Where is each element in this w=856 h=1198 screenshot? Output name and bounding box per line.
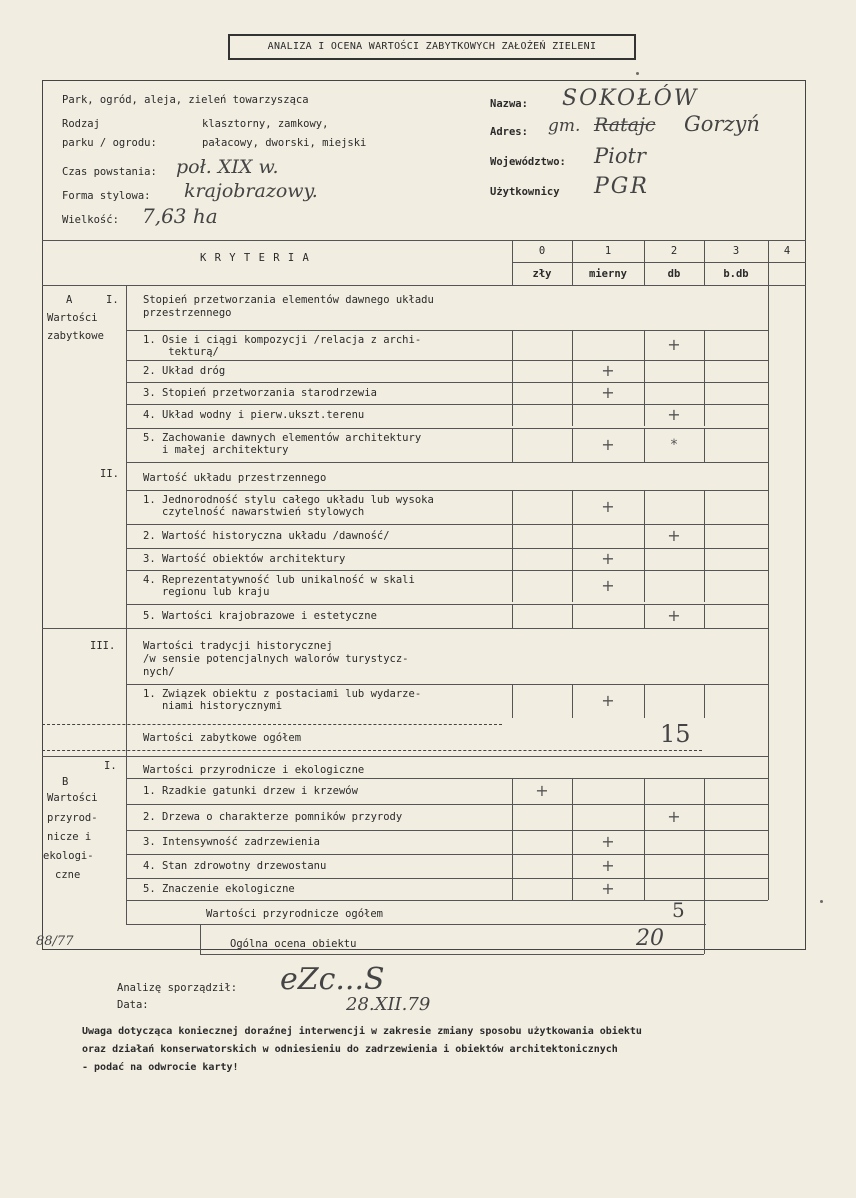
a-total-top-dashed bbox=[42, 724, 502, 725]
criterion-label: 5. Znaczenie ekologiczne bbox=[143, 883, 295, 895]
row-top-line bbox=[126, 548, 768, 549]
criterion-label-2: tekturą/ bbox=[143, 346, 219, 358]
rating-mark: + bbox=[601, 576, 615, 595]
data-label: Data: bbox=[117, 999, 149, 1011]
note-line-2: oraz działań konserwatorskich w odniesieniu do zadrzewienia i obiektów architektonicznych bbox=[82, 1044, 618, 1055]
wielkosc-label: Wielkość: bbox=[62, 214, 119, 226]
analize-label: Analizę sporządził: bbox=[117, 982, 238, 994]
signature: eZc...S bbox=[280, 962, 385, 997]
row-col-line bbox=[512, 404, 513, 426]
col-0-label: zły bbox=[532, 268, 552, 280]
row-col-line bbox=[512, 830, 513, 854]
row-col-line bbox=[644, 524, 645, 548]
section-a-roman-1: I. bbox=[106, 294, 119, 306]
row-col-line bbox=[512, 804, 513, 830]
rating-mark: + bbox=[601, 361, 615, 380]
rating-mark: + bbox=[667, 526, 681, 545]
adres-label: Adres: bbox=[490, 126, 528, 138]
rating-mark: + bbox=[601, 879, 615, 898]
row-col-line bbox=[704, 548, 705, 570]
vline-col4-header bbox=[768, 240, 769, 285]
overall-left-line bbox=[200, 924, 201, 954]
criterion-label-2: regionu lub kraju bbox=[143, 586, 270, 598]
row-col-line bbox=[572, 490, 573, 524]
b-title: Wartości przyrodnicze i ekologiczne bbox=[143, 764, 365, 776]
vline-col0-header bbox=[512, 240, 513, 285]
czas-label: Czas powstania: bbox=[62, 166, 157, 178]
adres-value: Gorzyń bbox=[684, 112, 760, 136]
rating-mark: + bbox=[601, 497, 615, 516]
woj-value: Piotr bbox=[594, 144, 646, 168]
a-ii-title: Wartość układu przestrzennego bbox=[143, 472, 327, 484]
forma-value: krajobrazowy. bbox=[184, 180, 318, 202]
a-iii-title-2: /w sensie potencjalnych walorów turystycz- bbox=[143, 653, 409, 665]
grid-right-line bbox=[768, 285, 769, 900]
a-ii-title-line bbox=[126, 462, 768, 463]
row-col-line bbox=[572, 604, 573, 628]
overall-label: Ogólna ocena obiektu bbox=[230, 938, 357, 950]
criterion-label: 4. Układ wodny i pierw.ukszt.terenu bbox=[143, 409, 365, 421]
nazwa-label: Nazwa: bbox=[490, 98, 528, 110]
row-col-line bbox=[704, 490, 705, 524]
side-note: 88/77 bbox=[36, 934, 74, 949]
parku-label: parku / ogrodu: bbox=[62, 137, 157, 149]
forma-label: Forma stylowa: bbox=[62, 190, 151, 202]
row-top-line bbox=[126, 684, 768, 685]
section-b-side-1: Wartości bbox=[47, 792, 98, 804]
rating-mark: + bbox=[601, 549, 615, 568]
row-col-line bbox=[572, 854, 573, 878]
col-3-label: b.db bbox=[723, 268, 749, 280]
rating-mark: + bbox=[667, 606, 681, 625]
row-col-line bbox=[512, 548, 513, 570]
section-a-side-2: zabytkowe bbox=[47, 330, 104, 342]
rating-mark: + bbox=[535, 781, 549, 800]
date-value: 28.XII.79 bbox=[346, 994, 431, 1015]
row-top-line bbox=[126, 878, 768, 879]
criterion-label: 3. Wartość obiektów architektury bbox=[143, 553, 346, 565]
row-col-line bbox=[704, 778, 705, 804]
row-col-line bbox=[704, 330, 705, 360]
criterion-label: 2. Wartość historyczna układu /dawność/ bbox=[143, 530, 390, 542]
row-col-line bbox=[704, 804, 705, 830]
row-col-line bbox=[512, 604, 513, 628]
note-line-3: - podać na odwrocie karty! bbox=[82, 1062, 239, 1073]
rating-mark: + bbox=[601, 856, 615, 875]
b-total-line bbox=[126, 924, 706, 925]
row-col-line bbox=[704, 604, 705, 628]
grid-header-mid bbox=[512, 262, 806, 263]
criterion-label: 3. Intensywność zadrzewienia bbox=[143, 836, 321, 848]
row-col-line bbox=[704, 360, 705, 382]
rating-mark: + bbox=[601, 435, 615, 454]
a-iii-title-1: Wartości tradycji historycznej bbox=[143, 640, 333, 652]
row-top-line bbox=[126, 778, 768, 779]
row-col-line bbox=[704, 878, 705, 900]
rating-mark: + bbox=[601, 832, 615, 851]
vline-col1-header bbox=[572, 240, 573, 285]
b-top-line bbox=[42, 756, 768, 757]
section-b-side-2: przyrod- bbox=[47, 812, 98, 824]
row-col-line bbox=[572, 330, 573, 360]
criterion-label: 1. Osie i ciągi kompozycji /relacja z archi- bbox=[143, 334, 422, 346]
section-b-side-4: ekologi- bbox=[43, 850, 94, 862]
rating-mark: + bbox=[667, 405, 681, 424]
row-col-line bbox=[512, 330, 513, 360]
kind-line-1: klasztorny, zamkowy, bbox=[202, 118, 329, 130]
col-3-number: 3 bbox=[732, 245, 740, 257]
row-col-line bbox=[512, 382, 513, 404]
row-top-line bbox=[126, 570, 768, 571]
a-iii-title-line bbox=[126, 628, 768, 629]
type-line: Park, ogród, aleja, zieleń towarzysząca bbox=[62, 94, 309, 106]
row-col-line bbox=[644, 878, 645, 900]
row-col-line bbox=[704, 570, 705, 602]
row-col-line bbox=[644, 382, 645, 404]
row-col-line bbox=[572, 382, 573, 404]
col-4-number: 4 bbox=[783, 245, 791, 257]
rating-mark: + bbox=[667, 335, 681, 354]
row-top-line bbox=[126, 804, 768, 805]
kryteria-heading: K R Y T E R I A bbox=[200, 252, 310, 264]
row-col-line bbox=[512, 428, 513, 462]
b-total-value: 5 bbox=[672, 898, 685, 922]
col-0-number: 0 bbox=[538, 245, 546, 257]
row-col-line bbox=[512, 778, 513, 804]
col-2-label: db bbox=[667, 268, 681, 280]
row-top-line bbox=[126, 604, 768, 605]
row-col-line bbox=[644, 490, 645, 524]
section-a-roman-2: II. bbox=[100, 468, 119, 480]
row-col-line bbox=[644, 404, 645, 426]
criterion-label: 1. Związek obiektu z postaciami lub wydarze- bbox=[143, 688, 422, 700]
row-col-line bbox=[572, 684, 573, 718]
col-1-number: 1 bbox=[604, 245, 612, 257]
a-total-value: 15 bbox=[660, 720, 691, 748]
row-top-line bbox=[126, 360, 768, 361]
section-b-side-3: nicze i bbox=[47, 831, 92, 843]
b-total-label: Wartości przyrodnicze ogółem bbox=[206, 908, 384, 920]
row-col-line bbox=[572, 778, 573, 804]
criterion-label: 2. Układ dróg bbox=[143, 365, 226, 377]
row-col-line bbox=[704, 524, 705, 548]
a-total-bottom-dashed bbox=[42, 750, 702, 751]
vline-col3-header bbox=[704, 240, 705, 285]
row-col-line bbox=[572, 428, 573, 462]
czas-value: poł. XIX w. bbox=[176, 156, 279, 178]
section-a-letter: A bbox=[66, 294, 73, 306]
section-b-letter: B bbox=[62, 776, 69, 788]
adres-struck: Ratajc bbox=[594, 114, 656, 136]
row-col-line bbox=[644, 684, 645, 718]
uzyt-label: Użytkownicy bbox=[490, 186, 560, 198]
row-col-line bbox=[704, 830, 705, 854]
row-col-line bbox=[512, 360, 513, 382]
criterion-label: 5. Wartości krajobrazowe i estetyczne bbox=[143, 610, 377, 622]
scan-speck bbox=[636, 72, 639, 75]
row-col-line bbox=[512, 490, 513, 524]
row-top-line bbox=[126, 490, 768, 491]
row-col-line bbox=[644, 604, 645, 628]
criterion-label: 1. Jednorodność stylu całego układu lub wysoka bbox=[143, 494, 434, 506]
rodzaj-label: Rodzaj bbox=[62, 118, 100, 130]
uzyt-value: PGR bbox=[594, 174, 649, 199]
row-col-line bbox=[572, 360, 573, 382]
row-top-line bbox=[126, 428, 768, 429]
rating-mark: + bbox=[601, 383, 615, 402]
rating-mark-extra: * bbox=[670, 437, 678, 453]
row-top-line bbox=[126, 524, 768, 525]
grid-top-line bbox=[42, 240, 806, 241]
section-b-side-5: czne bbox=[55, 869, 81, 881]
row-col-line bbox=[644, 854, 645, 878]
row-col-line bbox=[644, 804, 645, 830]
section-a-roman-3: III. bbox=[90, 640, 116, 652]
row-col-line bbox=[512, 684, 513, 718]
row-top-line bbox=[126, 830, 768, 831]
row-col-line bbox=[704, 428, 705, 462]
rating-mark: + bbox=[601, 691, 615, 710]
criterion-label-2: i małej architektury bbox=[143, 444, 289, 456]
wielkosc-value: 7,63 ha bbox=[142, 204, 218, 228]
rating-mark: + bbox=[667, 807, 681, 826]
form-title: ANALIZA I OCENA WARTOŚCI ZABYTKOWYCH ZAŁOŻEŃ ZIELENI bbox=[228, 34, 636, 60]
row-col-line bbox=[644, 360, 645, 382]
note-line-1: Uwaga dotycząca koniecznej doraźnej interwencji w zakresie zmiany sposobu użytkowania obiektu bbox=[82, 1026, 642, 1037]
a-total-label: Wartości zabytkowe ogółem bbox=[143, 732, 302, 744]
a-i-title-2: przestrzennego bbox=[143, 307, 232, 319]
row-col-line bbox=[644, 778, 645, 804]
row-col-line bbox=[512, 878, 513, 900]
row-col-line bbox=[572, 830, 573, 854]
kind-line-2: pałacowy, dworski, miejski bbox=[202, 137, 367, 149]
adres-gm: gm. bbox=[548, 116, 581, 136]
section-a-side-1: Wartości bbox=[47, 312, 98, 324]
criterion-label-2: czytelność nawarstwień stylowych bbox=[143, 506, 365, 518]
row-col-line bbox=[512, 570, 513, 602]
criterion-label: 3. Stopień przetworzania starodrzewia bbox=[143, 387, 377, 399]
criterion-label: 4. Stan zdrowotny drzewostanu bbox=[143, 860, 327, 872]
a-ii-end-line bbox=[42, 628, 126, 629]
row-col-line bbox=[704, 684, 705, 718]
a-i-title-line bbox=[42, 285, 806, 286]
row-col-line bbox=[512, 524, 513, 548]
criterion-label: 1. Rzadkie gatunki drzew i krzewów bbox=[143, 785, 358, 797]
row-col-line bbox=[704, 854, 705, 878]
a-iii-title-3: nych/ bbox=[143, 666, 175, 678]
row-col-line bbox=[572, 570, 573, 602]
row-top-line bbox=[126, 382, 768, 383]
vline-col2-header bbox=[644, 240, 645, 285]
row-col-line bbox=[644, 548, 645, 570]
col-1-label: mierny bbox=[589, 268, 627, 280]
a-i-title-1: Stopień przetworzania elementów dawnego układu bbox=[143, 294, 434, 306]
row-col-line bbox=[572, 524, 573, 548]
scan-speck-2 bbox=[820, 900, 823, 903]
col-2-number: 2 bbox=[670, 245, 678, 257]
row-col-line bbox=[644, 330, 645, 360]
criterion-label-2: niami historycznymi bbox=[143, 700, 283, 712]
row-col-line bbox=[704, 404, 705, 426]
row-col-line bbox=[644, 570, 645, 602]
nazwa-value: SOKOŁÓW bbox=[562, 86, 699, 111]
row-col-line bbox=[644, 428, 645, 462]
row-col-line bbox=[644, 830, 645, 854]
row-top-line bbox=[126, 330, 768, 331]
row-col-line bbox=[704, 382, 705, 404]
overall-right-line bbox=[704, 900, 705, 954]
row-col-line bbox=[572, 804, 573, 830]
section-b-roman: I. bbox=[104, 760, 117, 772]
row-col-line bbox=[572, 404, 573, 426]
criterion-label: 4. Reprezentatywność lub unikalność w skali bbox=[143, 574, 415, 586]
row-top-line bbox=[126, 854, 768, 855]
vline-criteria-left bbox=[126, 285, 127, 925]
overall-bottom-line bbox=[200, 954, 704, 955]
criterion-label: 2. Drzewa o charakterze pomników przyrody bbox=[143, 811, 403, 823]
woj-label: Województwo: bbox=[490, 156, 566, 168]
overall-value: 20 bbox=[636, 926, 664, 951]
row-col-line bbox=[512, 854, 513, 878]
row-col-line bbox=[572, 878, 573, 900]
criterion-label: 5. Zachowanie dawnych elementów architektury bbox=[143, 432, 422, 444]
row-col-line bbox=[572, 548, 573, 570]
